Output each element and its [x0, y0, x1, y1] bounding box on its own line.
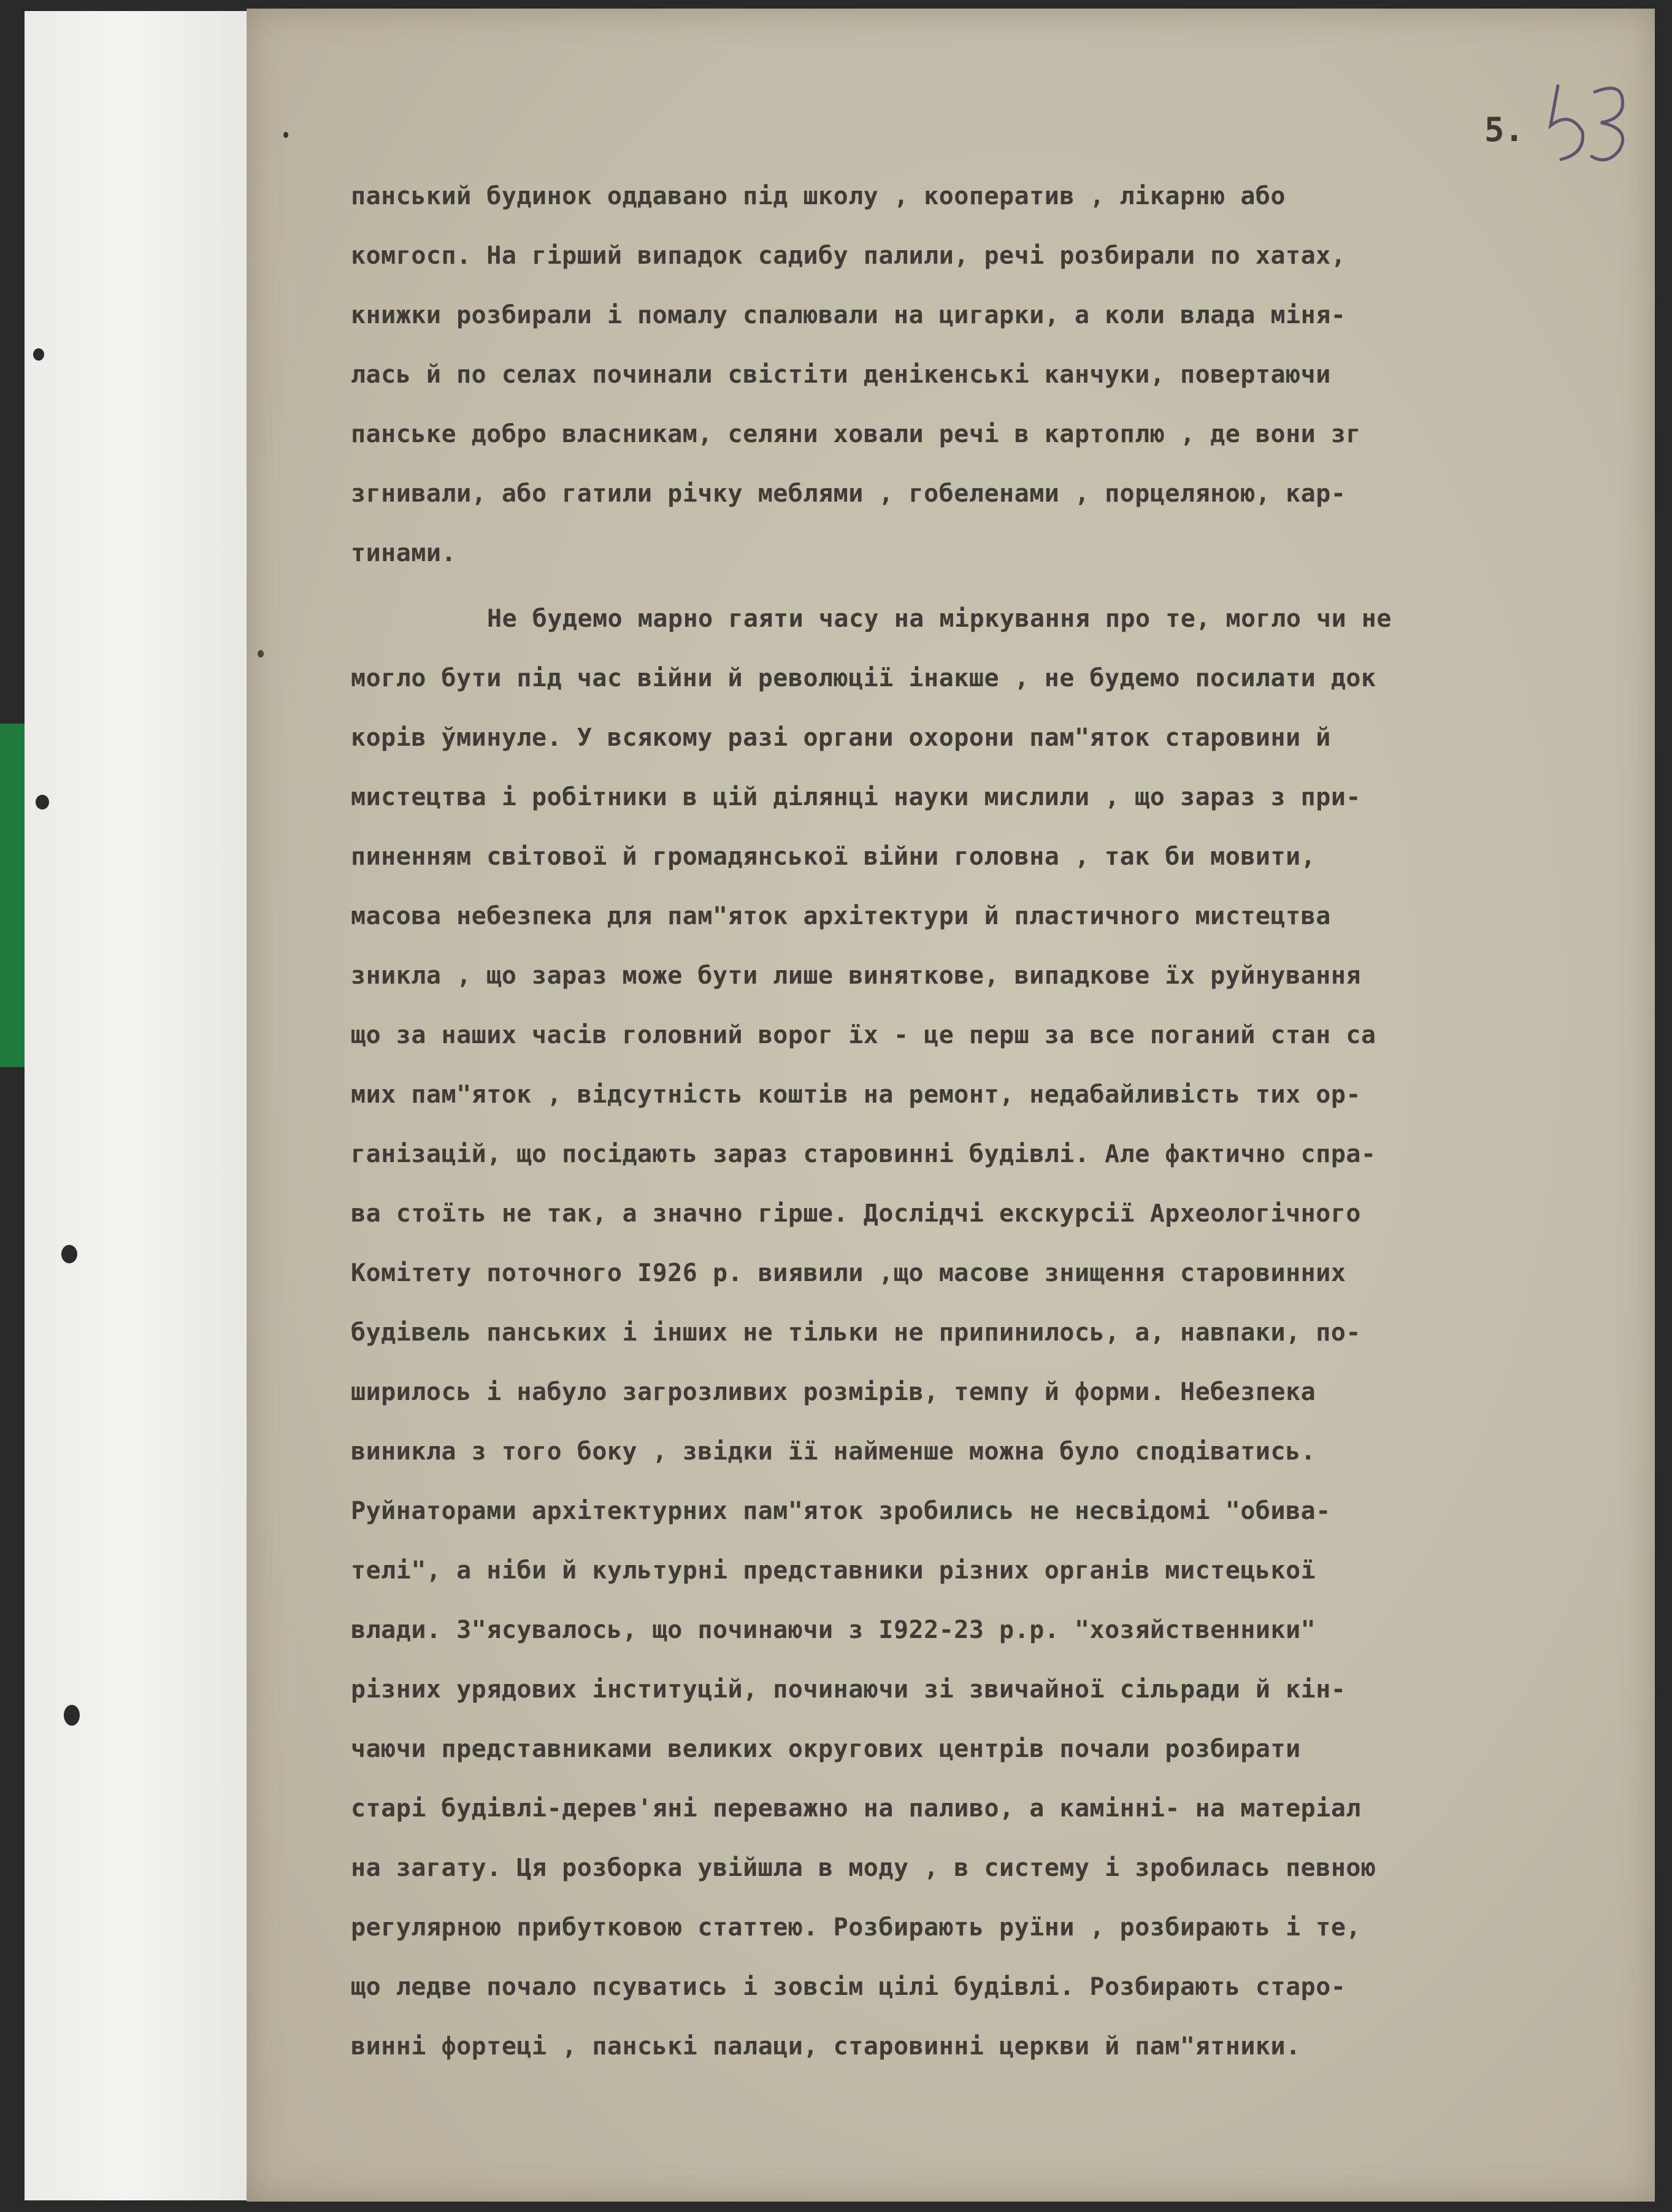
- text-line: Комітету поточного І926 р. виявили ,що масове знищення старовинних: [351, 1259, 1346, 1287]
- text-line: що за наших часів головний ворог їх - це перш за все поганий стан са: [351, 1021, 1376, 1049]
- text-line: тинами.: [351, 539, 457, 567]
- text-line: старі будівлі-дерев'яні переважно на паливо, а камінні- на матеріал: [351, 1794, 1361, 1823]
- text-line: на загату. Ця розборка увійшла в моду , в систему і зробилась певною: [351, 1854, 1376, 1882]
- text-line: зникла , що зараз може бути лише виняткове, випадкове їх руйнування: [351, 962, 1361, 990]
- text-line: ва стоїть не так, а значно гірше. Дослідчі екскурсії Археологічного: [351, 1200, 1361, 1228]
- text-line: ганізацій, що посідають зараз старовинні будівлі. Але фактично спра-: [351, 1140, 1376, 1168]
- text-line: телі", а ніби й культурні представники різних органів мистецької: [351, 1556, 1316, 1585]
- green-binder-tab: [0, 724, 25, 1067]
- text-line: могло бути під час війни й революції інакше , не будемо посилати док: [351, 664, 1376, 692]
- handwritten-folio-mark: [1533, 74, 1644, 166]
- punch-hole: [33, 348, 44, 361]
- binding-strip: [25, 11, 248, 2200]
- text-line: масова небезпека для пам"яток архітектури й пластичного мистецтва: [351, 902, 1331, 930]
- text-line: лась й по селах починали свістіти денікенські канчуки, повертаючи: [351, 361, 1331, 389]
- text-line: ширилось і набуло загрозливих розмірів, темпу й форми. Небезпека: [351, 1378, 1316, 1406]
- text-line: згнивали, або гатили річку меблями , гобеленами , порцеляною, кар-: [351, 480, 1346, 508]
- text-line: виникла з того боку , звідки її найменше можна було сподіватись.: [351, 1437, 1316, 1466]
- text-line: мистецтва і робітники в цій ділянці науки мислили , що зараз з при-: [351, 783, 1361, 811]
- text-line: що ледве почало псуватись і зовсім цілі будівлі. Розбирають старо-: [351, 1973, 1346, 2001]
- text-line: будівель панських і інших не тільки не припинилось, а, навпаки, по-: [351, 1318, 1361, 1347]
- text-line: винні фортеці , панські палаци, старовинні церкви й пам"ятники.: [351, 2032, 1301, 2061]
- text-line: влади. З"ясувалось, що починаючи з І922-23 р.р. "хозяйственники": [351, 1616, 1316, 1644]
- text-line: панський будинок оддавано під школу , кооператив , лікарню або: [351, 182, 1286, 210]
- text-line: Руйнаторами архітектурних пам"яток зробились не несвідомі "обива-: [351, 1497, 1331, 1525]
- text-line: чаючи представниками великих округових центрів почали розбирати: [351, 1735, 1301, 1763]
- paragraph-gap: [351, 583, 1645, 589]
- text-line: книжки розбирали і помалу спалювали на цигарки, а коли влада міня-: [351, 301, 1346, 329]
- text-line: різних урядових інституцій, починаючи зі звичайної сільради й кін-: [351, 1675, 1346, 1704]
- typed-text-body: [351, 167, 1645, 2076]
- punch-hole: [61, 1245, 77, 1263]
- text-line: Не будемо марно гаяти часу на міркування про те, могло чи не: [487, 605, 1392, 633]
- text-line: регулярною прибутковою статтею. Розбирають руїни , розбирають і те,: [351, 1913, 1361, 1942]
- page-number: 5.: [1484, 110, 1525, 149]
- paper-hole: [283, 132, 288, 138]
- text-line: корів ўминуле. У всякому разі органи охорони пам"яток старовини й: [351, 724, 1331, 752]
- text-line: панське добро власникам, селяни ховали речі в картоплю , де вони зг: [351, 420, 1361, 448]
- punch-hole: [36, 795, 49, 809]
- text-line: комгосп. На гірший випадок садибу палили, речі розбирали по хатах,: [351, 242, 1346, 270]
- paper-hole: [258, 650, 264, 657]
- text-line: мих пам"яток , відсутність коштів на ремонт, недабайливість тих ор-: [351, 1081, 1361, 1109]
- text-line: пиненням світової й громадянської війни головна , так би мовити,: [351, 843, 1316, 871]
- punch-hole: [64, 1705, 80, 1726]
